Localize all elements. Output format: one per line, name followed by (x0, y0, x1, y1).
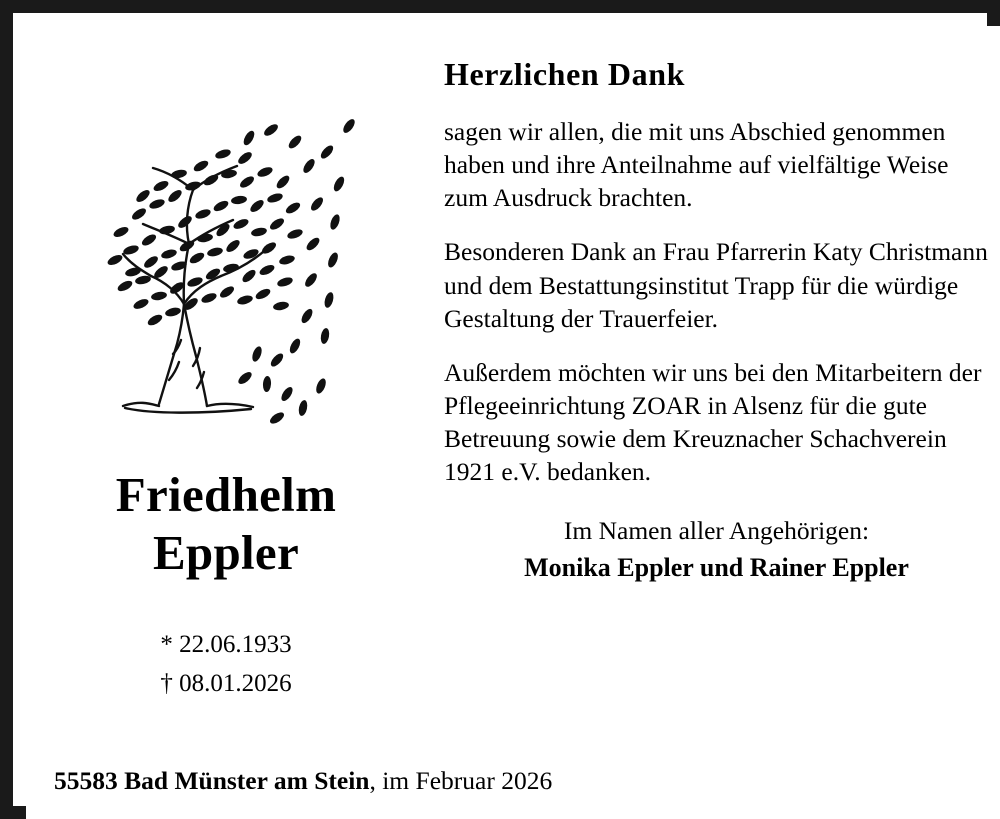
thanks-title: Herzlichen Dank (444, 56, 685, 92)
death-date: † 08.01.2026 (160, 669, 292, 697)
footer-line (54, 766, 552, 797)
deceased-first-name: Friedhelm (115, 467, 337, 522)
obituary-inner (26, 26, 1000, 819)
footer-date: , im Februar 2026 (369, 766, 553, 796)
right-column (444, 56, 989, 587)
closing-label: Im Namen aller Angehörigen: (563, 516, 870, 546)
windblown-tree-icon (81, 54, 381, 444)
thanks-paragraph-3: Außerdem möchten wir uns bei den Mitarbeitern der Pflegeeinrichtung ZOAR in Alsenz für die gute Betreuung sowie dem Kreuznacher Schachverein 1921 e.V. bedanken. (444, 357, 982, 487)
life-dates (26, 626, 426, 704)
birth-date: * 22.06.1933 (160, 631, 292, 658)
deceased-name (26, 466, 426, 582)
thanks-paragraph-1: sagen wir allen, die mit uns Abschied genommen haben und ihre Anteilnahme auf vielfältige Weise zum Ausdruck brachten. (444, 117, 949, 213)
closing-names: Monika Eppler und Rainer Eppler (524, 552, 909, 582)
left-column (26, 26, 426, 716)
thanks-paragraph-2: Besonderen Dank an Frau Pfarrerin Katy Christmann und dem Bestattungsinstitut Trapp für die würdige Gestaltung der Trauerfeier. (444, 237, 988, 333)
footer-place: 55583 Bad Münster am Stein (54, 766, 370, 796)
deceased-last-name: Eppler (152, 524, 300, 580)
closing-block (444, 514, 989, 586)
